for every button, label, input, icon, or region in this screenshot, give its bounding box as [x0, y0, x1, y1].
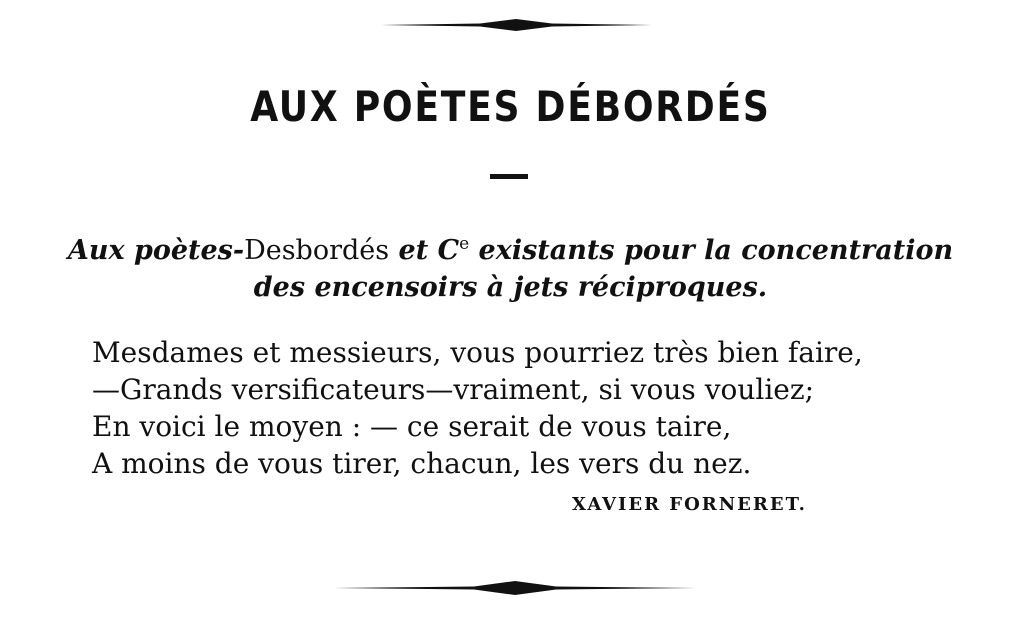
poem-line-3: En voici le moyen : — ce serait de vous taire,: [92, 410, 732, 443]
dedication: [0, 226, 1021, 306]
dedication-line-2: des encensoirs à jets réciproques.: [253, 272, 768, 303]
title-dash-divider: [490, 174, 528, 179]
poem-line-1: Mesdames et messieurs, vous pourriez très bien faire,: [92, 336, 863, 369]
dedication-part-4: existants pour la concentration: [469, 235, 954, 266]
poem-line-2: —Grands versificateurs—vraiment, si vous vouliez;: [92, 373, 815, 406]
dedication-part-2: Desbordés: [244, 235, 390, 266]
top-ornamental-rule: [380, 16, 652, 34]
dedication-superscript: e: [459, 234, 470, 254]
dedication-line-1: [0, 226, 1021, 269]
dedication-part-1: Aux poètes-: [67, 235, 245, 266]
poem-title: AUX POÈTES DÉBORDÉS: [250, 82, 771, 131]
bottom-ornamental-rule: [334, 578, 696, 598]
poem-line-4: A moins de vous tirer, chacun, les vers du nez.: [92, 447, 752, 480]
author-signature: XAVIER FORNERET.: [572, 494, 807, 515]
dedication-part-3: et C: [389, 235, 460, 266]
poem-stanza: [92, 334, 863, 482]
